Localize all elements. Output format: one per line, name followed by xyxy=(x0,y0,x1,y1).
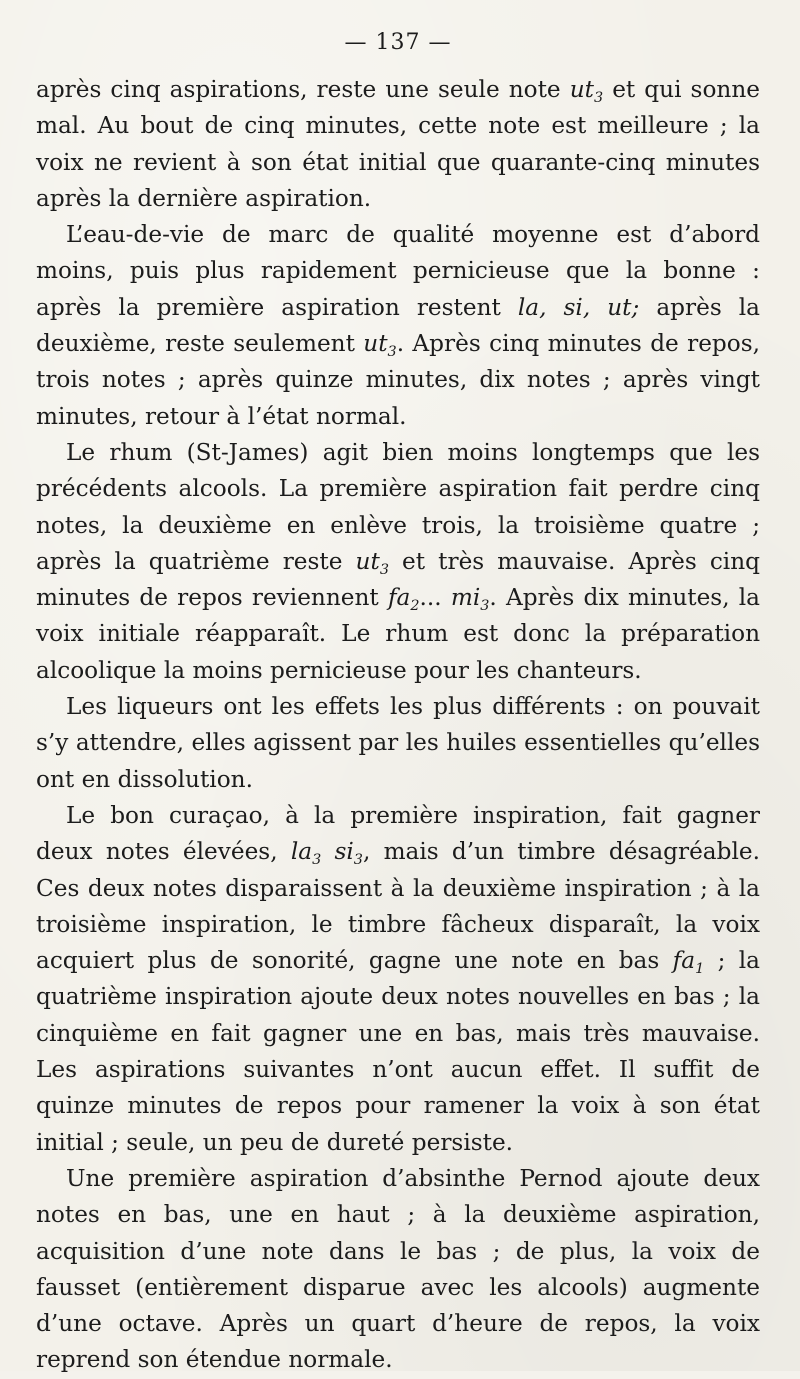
text-run xyxy=(321,838,334,865)
note-name: mi xyxy=(450,584,481,612)
note-octave-subscript: 3 xyxy=(379,561,389,578)
text-run: et qui sonne mal. Au bout de cinq minutes, cette note est meilleure ; la voix ne revient à son état initial que quarante-cinq minutes après la dernière aspiration. xyxy=(36,76,760,212)
note-name: fa xyxy=(672,947,696,975)
paragraph xyxy=(36,217,760,435)
paragraph xyxy=(36,689,760,798)
body-text xyxy=(36,72,760,1379)
text-run: Le bon curaçao, à la première inspiration, fait gagner deux notes élevées, xyxy=(36,801,760,866)
musical-note xyxy=(672,947,705,978)
text-run: Les liqueurs ont les effets les plus différents : on pouvait s’y attendre, elles agissent par les huiles essentielles qu’elles ont en dissolution. xyxy=(36,693,760,793)
paragraph xyxy=(36,798,760,1161)
note-octave-subscript: 3 xyxy=(353,852,363,869)
note-octave-subscript: 3 xyxy=(480,598,490,615)
note-name: fa xyxy=(387,584,411,612)
note-name: la xyxy=(290,838,313,866)
note-name: la, si, ut; xyxy=(517,293,640,321)
note-octave-subscript: 2 xyxy=(410,598,420,615)
note-name: ut xyxy=(569,76,594,103)
text-run: ; la quatrième inspiration ajoute deux notes nouvelles en bas ; la cinquième en fait gagner une en bas, mais très mauvaise. Les aspirations suivantes n’ont aucun effet. Il suffit de quinze minutes de repos pour ramener la voix à son état initial ; seule, un peu de dureté persiste. xyxy=(36,947,760,1156)
text-run: . Après dix minutes, la voix initiale réapparaît. Le rhum est donc la préparation alcoolique la moins pernicieuse pour les chanteurs. xyxy=(36,584,761,684)
musical-note xyxy=(363,330,397,361)
text-run: ... xyxy=(419,584,451,612)
note-name: si xyxy=(334,838,354,866)
text-run: . Après cinq minutes de repos, trois notes ; après quinze minutes, dix notes ; après vingt minutes, retour à l’état normal. xyxy=(36,330,760,430)
text-run: , mais d’un timbre désagréable. Ces deux notes disparaissent à la deuxième inspiration ; à la troisième inspiration, le timbre fâcheux disparaît, la voix acquiert plus de sonorité, gagne une note en bas xyxy=(36,838,760,975)
text-run: et très mauvaise. Après cinq minutes de repos reviennent xyxy=(36,547,760,612)
note-name: ut xyxy=(363,330,388,358)
musical-note xyxy=(387,584,420,615)
note-octave-subscript: 3 xyxy=(593,90,604,107)
musical-note xyxy=(518,294,639,321)
page-number: — 137 — xyxy=(344,30,452,55)
text-run: Le rhum (St-James) agit bien moins longtemps que les précédents alcools. La première aspiration fait perdre cinq notes, la deuxième en enlève trois, la troisième quatre ; après la quatrième reste xyxy=(36,438,760,575)
note-name: ut xyxy=(355,547,380,575)
paragraph xyxy=(36,435,760,689)
text-run: après cinq aspirations, reste une seule note xyxy=(36,76,570,103)
paragraph xyxy=(36,72,760,217)
text-run: L’eau-de-vie de marc de qualité moyenne est d’abord moins, puis plus rapidement pernicieuse que la bonne : après la première aspiration restent xyxy=(36,221,760,321)
musical-note xyxy=(569,76,604,107)
text-run: après la deuxième, reste seulement xyxy=(36,293,760,358)
note-octave-subscript: 1 xyxy=(695,961,705,978)
paragraph xyxy=(36,1161,760,1379)
musical-note xyxy=(334,838,363,869)
musical-note xyxy=(450,584,490,615)
note-octave-subscript: 3 xyxy=(387,344,397,361)
musical-note xyxy=(355,547,389,578)
musical-note xyxy=(290,838,322,869)
text-run: Une première aspiration d’absinthe Pernod ajoute deux notes en bas, une en haut ; à la deuxième aspiration, acquisition d’une note dans le bas ; de plus, la voix de fausset (entièrement disparue avec les alcools) augmente d’une octave. Après un quart d’heure de repos, la voix reprend son étendue normale. xyxy=(36,1164,760,1374)
note-octave-subscript: 3 xyxy=(312,852,322,869)
